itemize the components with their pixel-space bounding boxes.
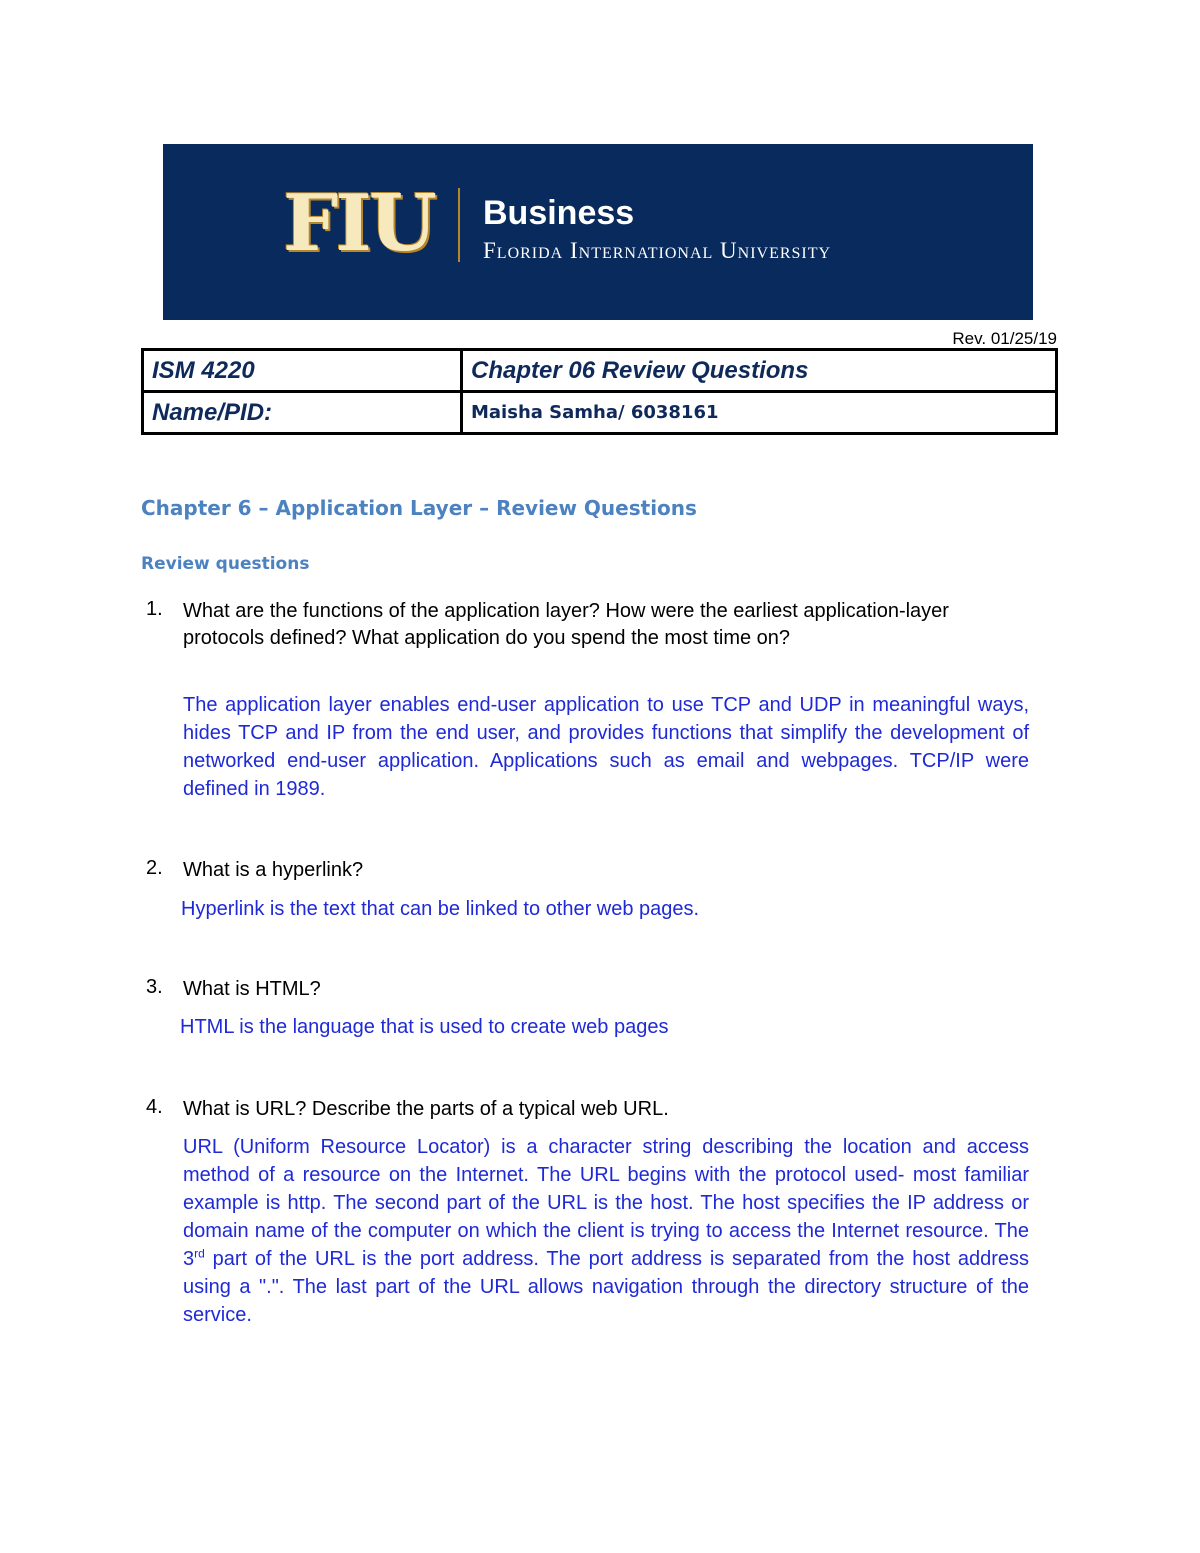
fiu-business-banner: [163, 144, 1033, 320]
logo-university-text: Florida International University: [483, 238, 832, 263]
answer-text: HTML is the language that is used to create web pages: [180, 1016, 669, 1038]
question-number: 2.: [146, 857, 163, 879]
question-text: What are the functions of the application layer? How were the earliest application-layer protocols defined? What application do you spend the most time on?: [183, 600, 949, 649]
ordinal-superscript: rd: [194, 1246, 205, 1261]
header-row-course: [143, 350, 1057, 392]
question-number: 3.: [146, 976, 163, 998]
question-number: 1.: [146, 598, 163, 620]
course-label: ISM 4220: [143, 350, 462, 392]
logo-divider: [458, 188, 460, 262]
question-number: 4.: [146, 1096, 163, 1118]
question-text: What is URL? Describe the parts of a typical web URL.: [183, 1098, 669, 1120]
answer-text: [183, 1133, 1029, 1329]
answer-text-part: URL (Uniform Resource Locator) is a character string describing the location and access method of a resource on the Internet. The URL begins with the protocol used- most familiar example is http. The second part of the URL is the host. The host specifies the IP address or domain name of the computer on which the client is trying to access the Internet resource. The 3: [183, 1136, 1029, 1270]
answer-text-part: part of the URL is the port address. The port address is separated from the host address using a ".". The last part of the URL allows navigation through the directory structure of the service.: [183, 1248, 1029, 1326]
document-title: Chapter 6 – Application Layer – Review Questions: [141, 496, 697, 520]
question-text: What is a hyperlink?: [183, 859, 364, 881]
assignment-title: Chapter 06 Review Questions: [462, 350, 1057, 392]
revision-date: Rev. 01/25/19: [952, 329, 1057, 348]
answer-text: The application layer enables end-user application to use TCP and UDP in meaningful ways, hides TCP and IP from the end user, and provides functions that simplify the development of networked end-user application. Applications such as email and webpages. TCP/IP were defined in 1989.: [183, 694, 1029, 800]
header-row-name: [143, 392, 1057, 434]
fiu-logo-wordmark: FIU: [283, 178, 434, 269]
answer-text: Hyperlink is the text that can be linked to other web pages.: [181, 898, 700, 920]
name-value: Maisha Samha/ 6038161: [462, 392, 1057, 434]
header-table: [141, 348, 1058, 435]
question-text: What is HTML?: [183, 978, 321, 1000]
name-label: Name/PID:: [143, 392, 462, 434]
logo-business-text: Business: [483, 194, 635, 232]
section-subtitle: Review questions: [141, 554, 310, 574]
